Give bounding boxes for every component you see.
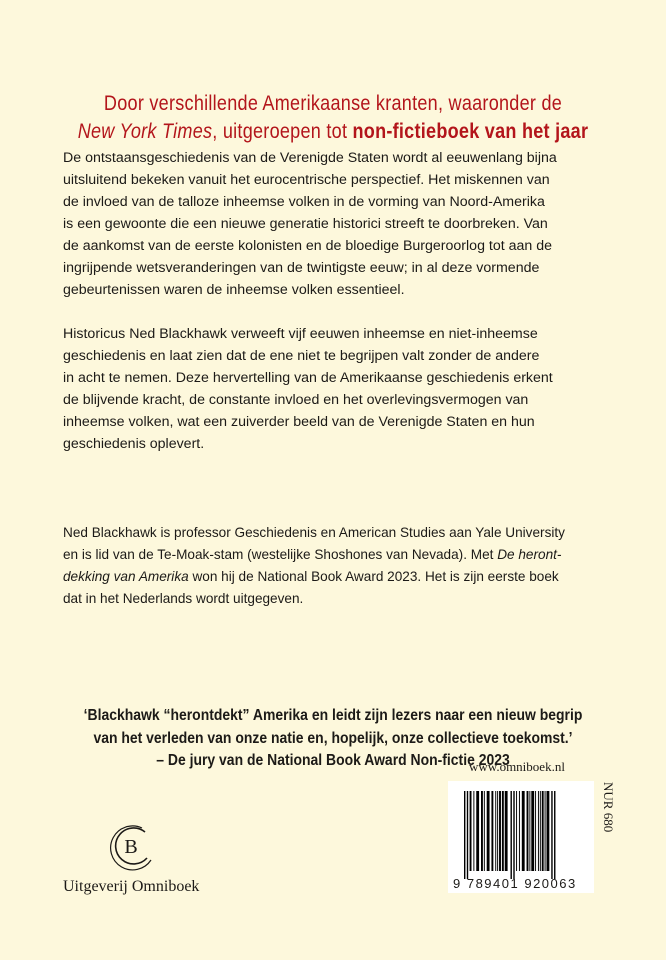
barcode-bar	[481, 791, 483, 871]
barcode-bar	[535, 791, 536, 871]
barcode-bar	[522, 791, 525, 871]
text-line: de blijvende kracht, de constante invloed en het overlevingsvermogen van	[63, 392, 529, 408]
text-line: is een gewoonte die een nieuwe generatie historici streeft te doorbreken. Van	[63, 216, 548, 232]
bio-line	[63, 544, 623, 566]
barcode-bar	[495, 791, 496, 871]
barcode-bar	[470, 791, 472, 871]
tagline-award: non-fictieboek van het jaar	[352, 120, 589, 143]
barcode-bars	[448, 781, 594, 881]
text-line: De ontstaansgeschiedenis van de Verenigde Staten wordt al eeuwenlang bijna	[63, 150, 557, 166]
barcode-bar	[467, 791, 468, 879]
text-line: uitsluitend bekeken vanuit het eurocentrische perspectief. Het miskennen van	[63, 172, 550, 188]
bio-line	[63, 566, 623, 588]
tagline-nyt: New York Times	[77, 120, 213, 143]
barcode-bar	[487, 791, 490, 871]
bio-line: dat in het Nederlands wordt uitgegeven.	[63, 591, 304, 606]
tagline	[47, 90, 620, 146]
publisher-logo	[107, 822, 157, 877]
barcode-bar	[531, 791, 534, 871]
barcode-bar	[547, 791, 550, 871]
barcode-bar	[542, 791, 544, 871]
paragraph-2	[63, 323, 623, 455]
bio-line: Ned Blackhawk is professor Geschiedenis en American Studies aan Yale University	[63, 525, 565, 540]
publisher-name: Uitgeverij Omniboek	[63, 878, 200, 895]
paragraph-1	[63, 147, 623, 301]
tagline-mid: , uitgeroepen tot	[212, 120, 353, 143]
bio-title: De heront-	[497, 547, 562, 562]
barcode-bar	[538, 791, 539, 871]
svg-text:B: B	[124, 836, 138, 858]
barcode-bar	[499, 791, 501, 871]
barcode-bar	[473, 791, 474, 871]
author-bio	[63, 522, 623, 610]
barcode-bar	[540, 791, 541, 871]
text-line: geschiedenis oplevert.	[63, 436, 205, 452]
barcode-bar	[545, 791, 546, 871]
text-line: inheemse volken, wat een zuiverder beeld van de Verenigde Staten en hun	[63, 414, 535, 430]
publisher-url: www.omniboek.nl	[469, 759, 565, 774]
barcode-bar	[484, 791, 485, 871]
text-line: de invloed van de talloze inheemse volken in de vorming van Noord-Amerika	[63, 194, 545, 210]
barcode-bar	[502, 791, 504, 871]
barcode-bar	[554, 791, 555, 879]
nur-code: NUR 680	[601, 782, 616, 833]
barcode-bar	[464, 791, 465, 879]
text-line: gebeurtenissen waren de inheemse volken essentieel.	[63, 282, 405, 298]
barcode-bar	[491, 791, 493, 871]
barcode-bar	[529, 791, 530, 871]
isbn-number: 9 789401 920063	[453, 876, 577, 891]
bio-title: dekking van Amerika	[63, 569, 189, 584]
barcode-bar	[519, 791, 520, 871]
bio-text: won hij de National Book Award 2023. Het is zijn eerste boek	[188, 569, 559, 584]
text-line: geschiedenis en laat zien dat de ene niet te begrijpen valt zonder de andere	[63, 348, 540, 364]
barcode-bar	[511, 791, 512, 879]
text-line: in acht te nemen. Deze hervertelling van de Amerikaanse geschiedenis erkent	[63, 370, 553, 386]
quote-attribution: – De jury van de National Book Award Non-fictie 2023	[156, 752, 510, 769]
tagline-line-2	[47, 118, 620, 146]
barcode-bar	[551, 791, 552, 879]
tagline-line-1: Door verschillende Amerikaanse kranten, waaronder de	[103, 92, 563, 115]
barcode-bar	[527, 791, 529, 871]
omniboek-logo-icon	[107, 822, 157, 872]
bio-text: en is lid van de Te-Moak-stam (westelijke Shoshones van Nevada). Met	[63, 547, 498, 562]
barcode-bar	[497, 791, 498, 871]
quote-line: ‘Blackhawk “herontdekt” Amerika en leidt zijn lezers naar een nieuw begrip	[83, 707, 583, 724]
quote-line: van het verleden van onze natie en, hopelijk, onze collectieve toekomst.’	[93, 729, 573, 747]
text-line: ingrijpende wetsveranderingen van de twintigste eeuw; in al deze vormende	[63, 260, 540, 276]
text-line: de aankomst van de eerste kolonisten en de bloedige Burgeroorlog tot aan de	[63, 238, 553, 254]
barcode-bar	[516, 791, 517, 871]
barcode-bar	[476, 791, 479, 871]
barcode-bar	[505, 791, 508, 871]
text-line: Historicus Ned Blackhawk verweeft vijf eeuwen inheemse en niet-inheemse	[63, 326, 538, 342]
barcode-bar	[513, 791, 514, 879]
